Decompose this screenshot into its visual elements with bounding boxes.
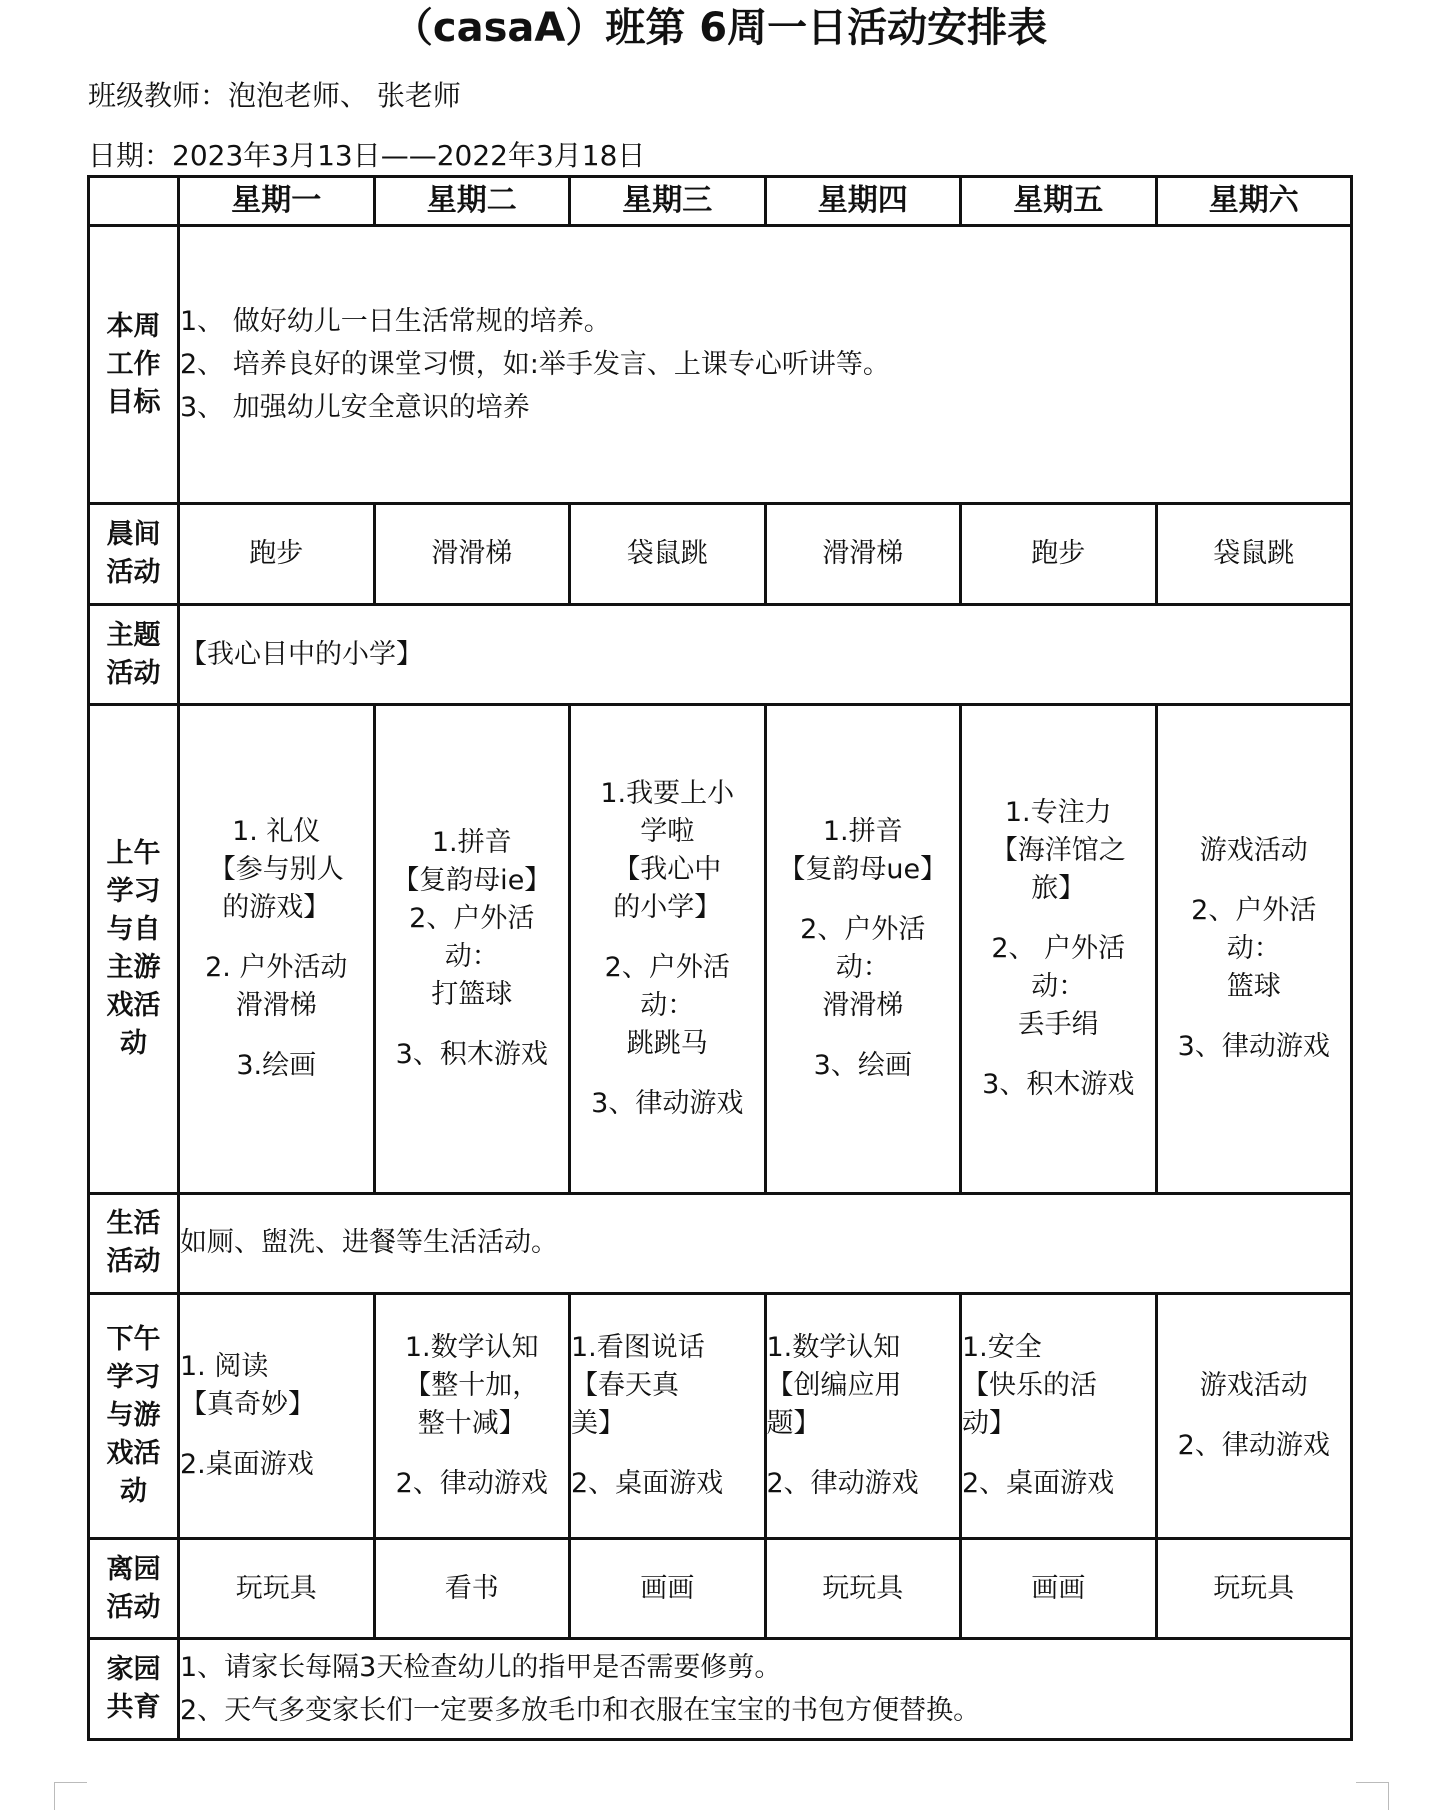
cell-line: 【我心中 xyxy=(613,853,722,885)
cell-line: 打篮球 xyxy=(431,978,513,1010)
pm-cell xyxy=(374,1293,570,1538)
cell-line: 3、积木游戏 xyxy=(982,1068,1135,1100)
cell-line: 游戏活动 xyxy=(1199,834,1308,866)
cell-line: 3、绘画 xyxy=(813,1049,912,1081)
date-range: 日期：2023年3月13日——2022年3月18日 xyxy=(88,139,646,172)
cell-line: 1.专注力 xyxy=(1004,796,1112,828)
cell-line: 【海洋馆之 xyxy=(990,834,1126,866)
am-cell xyxy=(1156,705,1352,1193)
cell-line: 滑滑梯 xyxy=(822,989,904,1021)
cell-line: 动： xyxy=(444,940,499,972)
row-label-leave: 离园 活动 xyxy=(89,1539,179,1639)
cell-line: 2、律动游戏 xyxy=(395,1467,548,1499)
cell-line: 3.绘画 xyxy=(236,1049,317,1081)
line-gap xyxy=(767,1443,960,1465)
cell-line: 动】 xyxy=(962,1407,1016,1439)
cell-line: 动： xyxy=(1226,932,1281,964)
cell-line: 游戏活动 xyxy=(1199,1369,1308,1401)
cell-line: 【整十加， xyxy=(404,1369,540,1401)
morning-cell: 跑步 xyxy=(961,504,1157,604)
home-row xyxy=(89,1639,1352,1740)
goal-item: 3、 加强幼儿安全意识的培养 xyxy=(180,392,530,424)
cell-line: 美】 xyxy=(571,1407,625,1439)
cell-line: 2、 户外活 xyxy=(991,932,1126,964)
line-gap xyxy=(376,1014,569,1036)
line-gap xyxy=(767,1025,960,1047)
goal-item: 1、 做好幼儿一日生活常规的培养。 xyxy=(180,306,611,338)
cell-line: 【复韵母ie】 xyxy=(392,864,552,896)
home-note-item: 2、天气多变家长们一定要多放毛巾和衣服在宝宝的书包方便替换。 xyxy=(180,1695,981,1727)
pm-cell xyxy=(765,1293,961,1538)
line-gap xyxy=(180,927,373,949)
cell-line: 【参与别人 xyxy=(208,853,344,885)
morning-cell: 滑滑梯 xyxy=(374,504,570,604)
pm-cell xyxy=(570,1293,766,1538)
day-header: 星期四 xyxy=(765,177,961,226)
leave-cell: 画画 xyxy=(961,1539,1157,1639)
theme-row xyxy=(89,604,1352,704)
row-label-home: 家园 共育 xyxy=(89,1639,179,1740)
cell-line: 篮球 xyxy=(1226,970,1281,1002)
page-corner-mark xyxy=(1356,1782,1389,1810)
line-gap xyxy=(376,1443,569,1465)
cell-line: 1. 阅读 xyxy=(180,1350,269,1382)
cell-line: 1.看图说话 xyxy=(571,1331,705,1363)
cell-line: 跳跳马 xyxy=(626,1027,708,1059)
am-cell xyxy=(961,705,1157,1193)
cell-line: 2、律动游戏 xyxy=(1177,1429,1330,1461)
cell-line: 1.数学认知 xyxy=(766,1331,901,1363)
morning-cell: 袋鼠跳 xyxy=(1156,504,1352,604)
class-teachers: 班级教师：泡泡老师、 张老师 xyxy=(88,79,461,112)
page-corner-mark xyxy=(54,1782,87,1810)
row-label-pm: 下午 学习 与游 戏活 动 xyxy=(89,1293,179,1538)
cell-line: 的游戏】 xyxy=(222,891,331,923)
cell-line: 动： xyxy=(1031,970,1086,1002)
line-gap xyxy=(571,1063,764,1085)
pm-cell xyxy=(961,1293,1157,1538)
day-header: 星期二 xyxy=(374,177,570,226)
am-cell xyxy=(570,705,766,1193)
goal-item: 2、 培养良好的课堂习惯，如:举手发言、上课专心听讲等。 xyxy=(180,349,890,381)
day-header: 星期三 xyxy=(570,177,766,226)
cell-line: 【春天真 xyxy=(571,1369,679,1401)
cell-line: 2. 户外活动 xyxy=(205,951,348,983)
schedule-table xyxy=(87,175,1353,1741)
header-corner xyxy=(89,177,179,226)
life-row xyxy=(89,1193,1352,1293)
leave-cell: 玩玩具 xyxy=(1156,1539,1352,1639)
row-label-life: 生活 活动 xyxy=(89,1193,179,1293)
cell-line: 1.拼音 xyxy=(431,826,512,858)
home-notes xyxy=(179,1639,1352,1740)
cell-line: 丢手绢 xyxy=(1017,1008,1099,1040)
cell-line: 的小学】 xyxy=(613,891,722,923)
line-gap xyxy=(1158,870,1351,892)
cell-line: 1.我要上小 xyxy=(600,777,735,809)
cell-line: 1. 礼仪 xyxy=(232,815,321,847)
cell-line: 3、积木游戏 xyxy=(395,1038,548,1070)
header-row xyxy=(89,177,1352,226)
line-gap xyxy=(962,908,1155,930)
leave-cell: 画画 xyxy=(570,1539,766,1639)
pm-cell xyxy=(1156,1293,1352,1538)
line-gap xyxy=(962,1443,1155,1465)
line-gap xyxy=(571,927,764,949)
cell-line: 2、户外活 xyxy=(409,902,535,934)
pm-cell xyxy=(179,1293,375,1538)
cell-line: 2、户外活 xyxy=(800,913,926,945)
home-note-item: 1、请家长每隔3天检查幼儿的指甲是否需要修剪。 xyxy=(180,1652,782,1684)
morning-cell: 袋鼠跳 xyxy=(570,504,766,604)
cell-line: 2、桌面游戏 xyxy=(962,1467,1115,1499)
cell-line: 【真奇妙】 xyxy=(180,1388,315,1420)
line-gap xyxy=(571,1443,764,1465)
row-label-goals: 本周 工作 目标 xyxy=(89,226,179,504)
day-header: 星期一 xyxy=(179,177,375,226)
cell-line: 整十减】 xyxy=(417,1407,526,1439)
cell-line: 动： xyxy=(835,951,890,983)
cell-line: 滑滑梯 xyxy=(235,989,317,1021)
theme-text: 【我心目中的小学】 xyxy=(179,604,1352,704)
line-gap xyxy=(180,1025,373,1047)
morning-cell: 跑步 xyxy=(179,504,375,604)
cell-line: 【创编应用 xyxy=(766,1369,902,1401)
am-cell xyxy=(374,705,570,1193)
am-row xyxy=(89,705,1352,1193)
cell-line: 1.拼音 xyxy=(822,815,903,847)
leave-cell: 看书 xyxy=(374,1539,570,1639)
am-cell xyxy=(765,705,961,1193)
cell-line: 【快乐的活 xyxy=(962,1369,1097,1401)
cell-line: 1.数学认知 xyxy=(404,1331,539,1363)
line-gap xyxy=(1158,1006,1351,1028)
weekly-goals xyxy=(179,226,1352,504)
leave-cell: 玩玩具 xyxy=(179,1539,375,1639)
cell-line: 2.桌面游戏 xyxy=(180,1448,314,1480)
cell-line: 3、律动游戏 xyxy=(591,1087,744,1119)
cell-line: 2、户外活 xyxy=(604,951,730,983)
line-gap xyxy=(767,889,960,911)
row-label-morning: 晨间 活动 xyxy=(89,504,179,604)
morning-cell: 滑滑梯 xyxy=(765,504,961,604)
day-header: 星期六 xyxy=(1156,177,1352,226)
leave-row xyxy=(89,1539,1352,1639)
leave-cell: 玩玩具 xyxy=(765,1539,961,1639)
cell-line: 2、户外活 xyxy=(1191,894,1317,926)
cell-line: 动： xyxy=(640,989,695,1021)
line-gap xyxy=(962,1044,1155,1066)
day-header: 星期五 xyxy=(961,177,1157,226)
cell-line: 题】 xyxy=(766,1407,821,1439)
line-gap xyxy=(1158,1405,1351,1427)
line-gap xyxy=(180,1424,373,1446)
pm-row xyxy=(89,1293,1352,1538)
page-title: （casaA）班第 6周一日活动安排表 xyxy=(392,5,1048,51)
cell-line: 3、律动游戏 xyxy=(1177,1030,1330,1062)
cell-line: 2、律动游戏 xyxy=(766,1467,919,1499)
cell-line: 学啦 xyxy=(640,815,695,847)
cell-line: 2、桌面游戏 xyxy=(571,1467,724,1499)
morning-row xyxy=(89,504,1352,604)
cell-line: 1.安全 xyxy=(962,1331,1042,1363)
life-text: 如厕、盥洗、进餐等生活活动。 xyxy=(179,1193,1352,1293)
goals-row xyxy=(89,226,1352,504)
am-cell xyxy=(179,705,375,1193)
row-label-am: 上午 学习 与自 主游 戏活 动 xyxy=(89,705,179,1193)
cell-line: 旅】 xyxy=(1031,872,1086,904)
row-label-theme: 主题 活动 xyxy=(89,604,179,704)
cell-line: 【复韵母ue】 xyxy=(778,853,948,885)
